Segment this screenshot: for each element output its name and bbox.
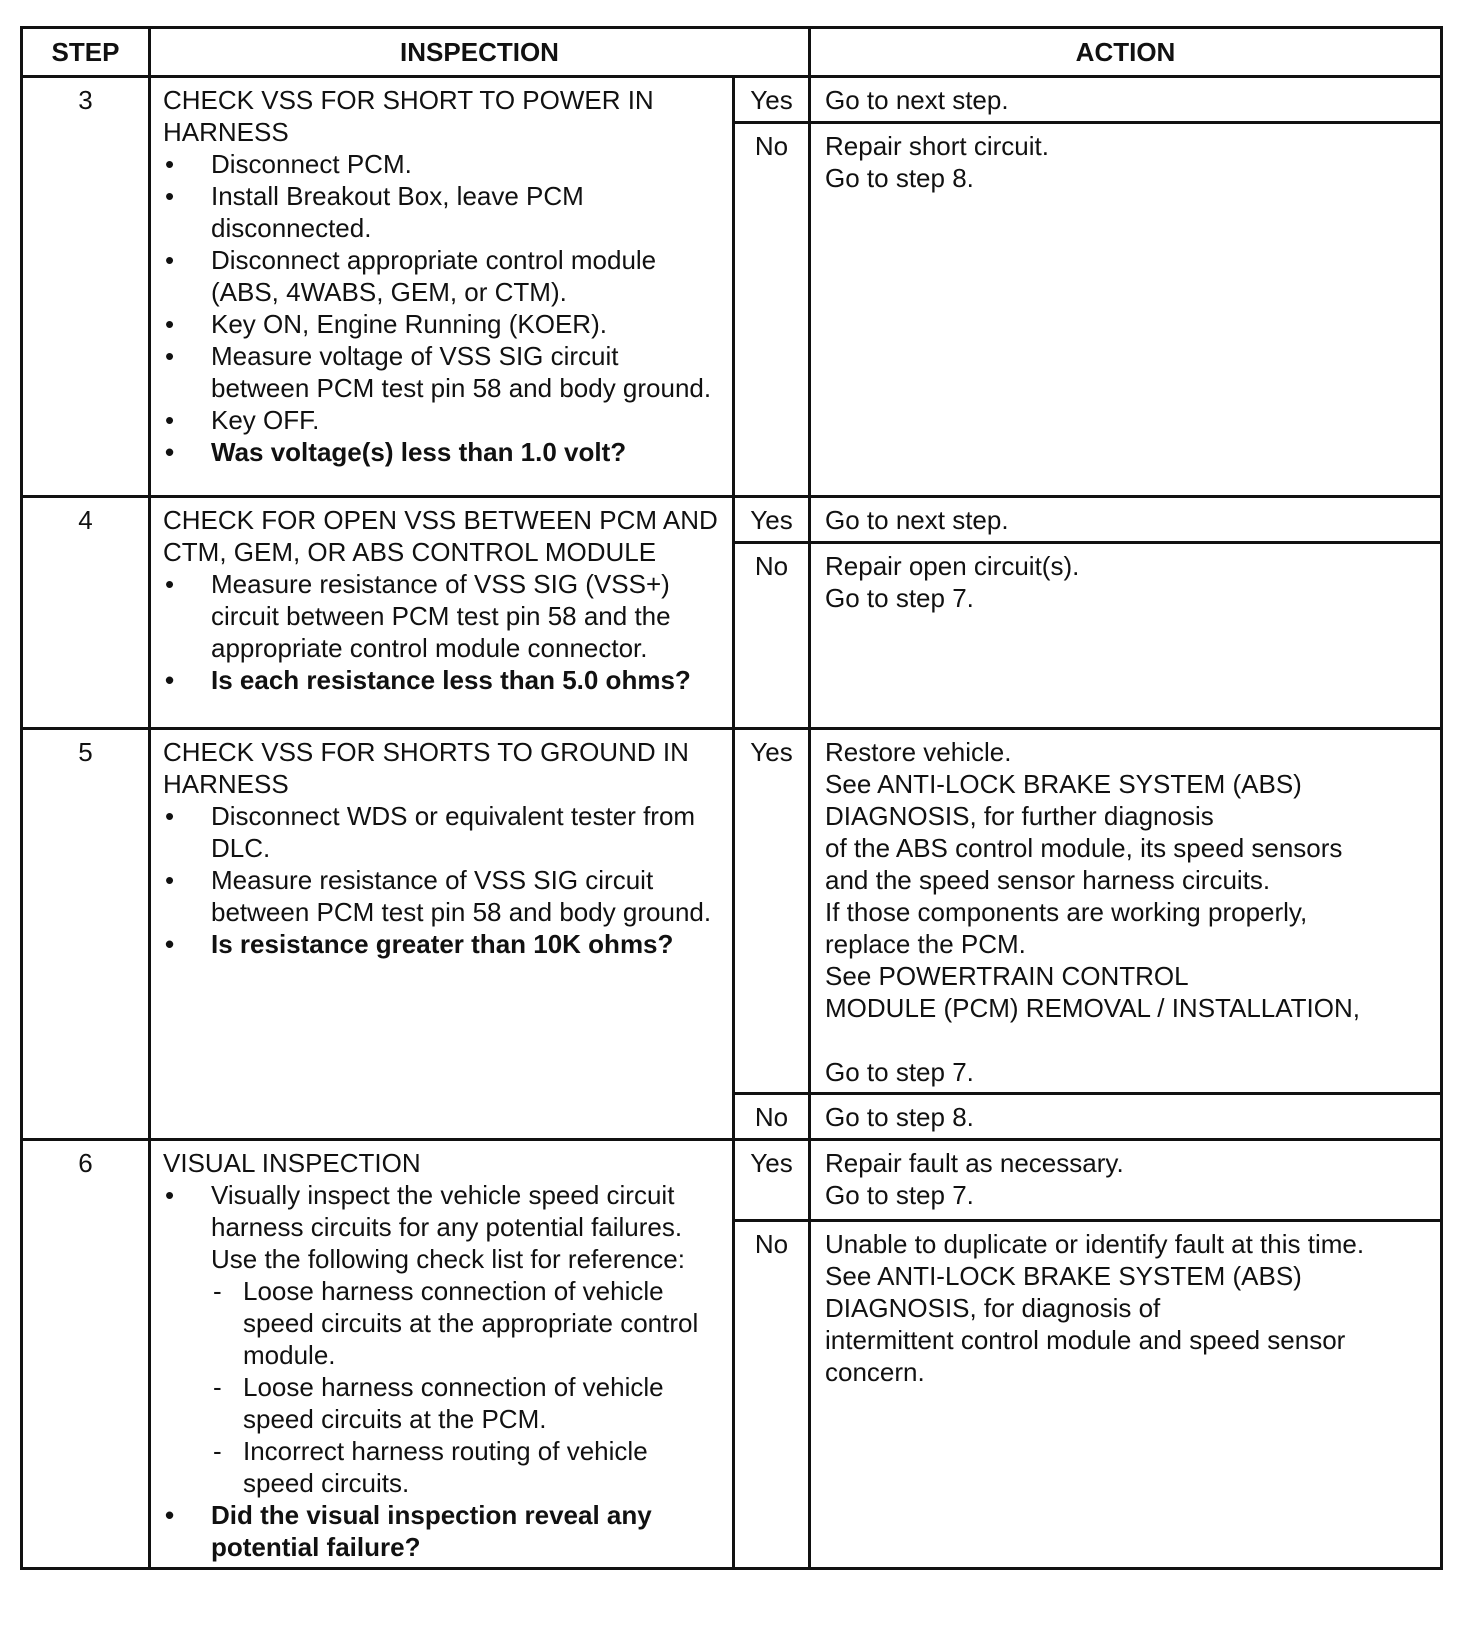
action-line: Go to step 8. bbox=[825, 163, 974, 193]
bullet-item: • Measure resistance of VSS SIG circuit between PCM test pin 58 and body ground. bbox=[163, 864, 724, 928]
inspection-title: VISUAL INSPECTION bbox=[163, 1148, 421, 1178]
step-number: 6 bbox=[22, 1140, 150, 1569]
inspection-title: CHECK VSS FOR SHORT TO POWER IN HARNESS bbox=[163, 85, 654, 147]
bullet-item: • Disconnect appropriate control module (ABS, 4WABS, GEM, or CTM). bbox=[163, 244, 724, 308]
inspection-question: • Is resistance greater than 10K ohms? bbox=[163, 928, 724, 960]
step-6-yes-row bbox=[22, 1140, 1442, 1221]
step-5-yes-row bbox=[22, 729, 1442, 1094]
action-line: replace the PCM. bbox=[825, 929, 1026, 959]
bullet-item: • Key OFF. bbox=[163, 404, 724, 436]
action-line: See ANTI-LOCK BRAKE SYSTEM (ABS) bbox=[825, 1260, 1302, 1291]
action-line: If those components are working properly, bbox=[825, 897, 1308, 927]
inspection-question: • Did the visual inspection reveal any potential failure? bbox=[163, 1499, 724, 1563]
bullet-item: • Key ON, Engine Running (KOER). bbox=[163, 308, 724, 340]
action-line: Repair short circuit. bbox=[825, 131, 1049, 161]
action-line: Repair open circuit(s). bbox=[825, 551, 1080, 581]
bullet-item: • Measure resistance of VSS SIG (VSS+) circuit between PCM test pin 58 and the appropriate control module connector. bbox=[163, 568, 724, 664]
no-action bbox=[810, 543, 1442, 729]
inspection-question: • Is each resistance less than 5.0 ohms? bbox=[163, 664, 724, 696]
action-line: intermittent control module and speed sensor concern. bbox=[825, 1324, 1346, 1387]
action-line: Go to step 7. bbox=[825, 1057, 974, 1087]
yes-action bbox=[810, 1140, 1442, 1221]
yes-label: Yes bbox=[734, 497, 810, 543]
yes-label: Yes bbox=[734, 77, 810, 123]
checklist-item: - Incorrect harness routing of vehicle speed circuits. bbox=[211, 1435, 724, 1499]
bullet-text: Visually inspect the vehicle speed circuit harness circuits for any potential failures. Use the following check list for reference: bbox=[211, 1180, 685, 1274]
step-number: 5 bbox=[22, 729, 150, 1140]
step-number: 3 bbox=[22, 77, 150, 497]
step-3-inspection bbox=[150, 77, 734, 497]
action-line: Go to next step. bbox=[825, 505, 1009, 535]
action-line: DIAGNOSIS, for diagnosis of bbox=[825, 1292, 1161, 1323]
action-line: Repair fault as necessary. bbox=[825, 1148, 1124, 1178]
inspection-title: CHECK VSS FOR SHORTS TO GROUND IN HARNESS bbox=[163, 737, 689, 799]
step-4-yes-row bbox=[22, 497, 1442, 543]
header-row bbox=[22, 28, 1442, 77]
inspection-bullets bbox=[163, 148, 724, 468]
action-line: and the speed sensor harness circuits. bbox=[825, 865, 1271, 895]
no-action bbox=[810, 123, 1442, 497]
step-5-inspection bbox=[150, 729, 734, 1140]
step-number: 4 bbox=[22, 497, 150, 729]
header-inspection: INSPECTION bbox=[150, 28, 810, 77]
no-action bbox=[810, 1094, 1442, 1140]
step-6-inspection bbox=[150, 1140, 734, 1569]
bullet-item: • Install Breakout Box, leave PCM disconnected. bbox=[163, 180, 724, 244]
no-label: No bbox=[734, 1220, 810, 1568]
diagnostic-table bbox=[20, 26, 1443, 1570]
no-label: No bbox=[734, 123, 810, 497]
no-label: No bbox=[734, 543, 810, 729]
inspection-title: CHECK FOR OPEN VSS BETWEEN PCM AND CTM, GEM, OR ABS CONTROL MODULE bbox=[163, 505, 718, 567]
yes-label: Yes bbox=[734, 1140, 810, 1221]
bullet-item: • Disconnect WDS or equivalent tester from DLC. bbox=[163, 800, 724, 864]
no-label: No bbox=[734, 1094, 810, 1140]
action-line: See POWERTRAIN CONTROL bbox=[825, 961, 1189, 991]
checklist bbox=[211, 1275, 724, 1499]
action-line: Go to step 7. bbox=[825, 583, 974, 613]
inspection-bullets bbox=[163, 1179, 724, 1563]
yes-action bbox=[810, 77, 1442, 123]
yes-action bbox=[810, 497, 1442, 543]
inspection-bullets bbox=[163, 568, 724, 696]
checklist-item: - Loose harness connection of vehicle speed circuits at the appropriate control module. bbox=[211, 1275, 724, 1371]
header-step: STEP bbox=[22, 28, 150, 77]
bullet-item: • Disconnect PCM. bbox=[163, 148, 724, 180]
header-action: ACTION bbox=[810, 28, 1442, 77]
bullet-item bbox=[163, 1179, 724, 1499]
yes-action bbox=[810, 729, 1442, 1094]
step-3-yes-row bbox=[22, 77, 1442, 123]
action-line: of the ABS control module, its speed sensors bbox=[825, 833, 1343, 863]
action-line: Go to step 8. bbox=[825, 1102, 974, 1132]
action-line: Go to step 7. bbox=[825, 1180, 974, 1210]
checklist-item: - Loose harness connection of vehicle speed circuits at the PCM. bbox=[211, 1371, 724, 1435]
no-action bbox=[810, 1220, 1442, 1568]
bullet-item: • Measure voltage of VSS SIG circuit between PCM test pin 58 and body ground. bbox=[163, 340, 724, 404]
action-line: MODULE (PCM) REMOVAL / INSTALLATION, bbox=[825, 993, 1361, 1023]
action-line: DIAGNOSIS, for further diagnosis bbox=[825, 801, 1214, 831]
inspection-bullets bbox=[163, 800, 724, 960]
action-line: See ANTI-LOCK BRAKE SYSTEM (ABS) bbox=[825, 769, 1302, 799]
blank-line bbox=[825, 1024, 1432, 1056]
action-line: Restore vehicle. bbox=[825, 737, 1012, 767]
step-4-inspection bbox=[150, 497, 734, 729]
inspection-question: • Was voltage(s) less than 1.0 volt? bbox=[163, 436, 724, 468]
action-line: Go to next step. bbox=[825, 85, 1009, 115]
yes-label: Yes bbox=[734, 729, 810, 1094]
action-line: Unable to duplicate or identify fault at this time. bbox=[825, 1228, 1365, 1259]
